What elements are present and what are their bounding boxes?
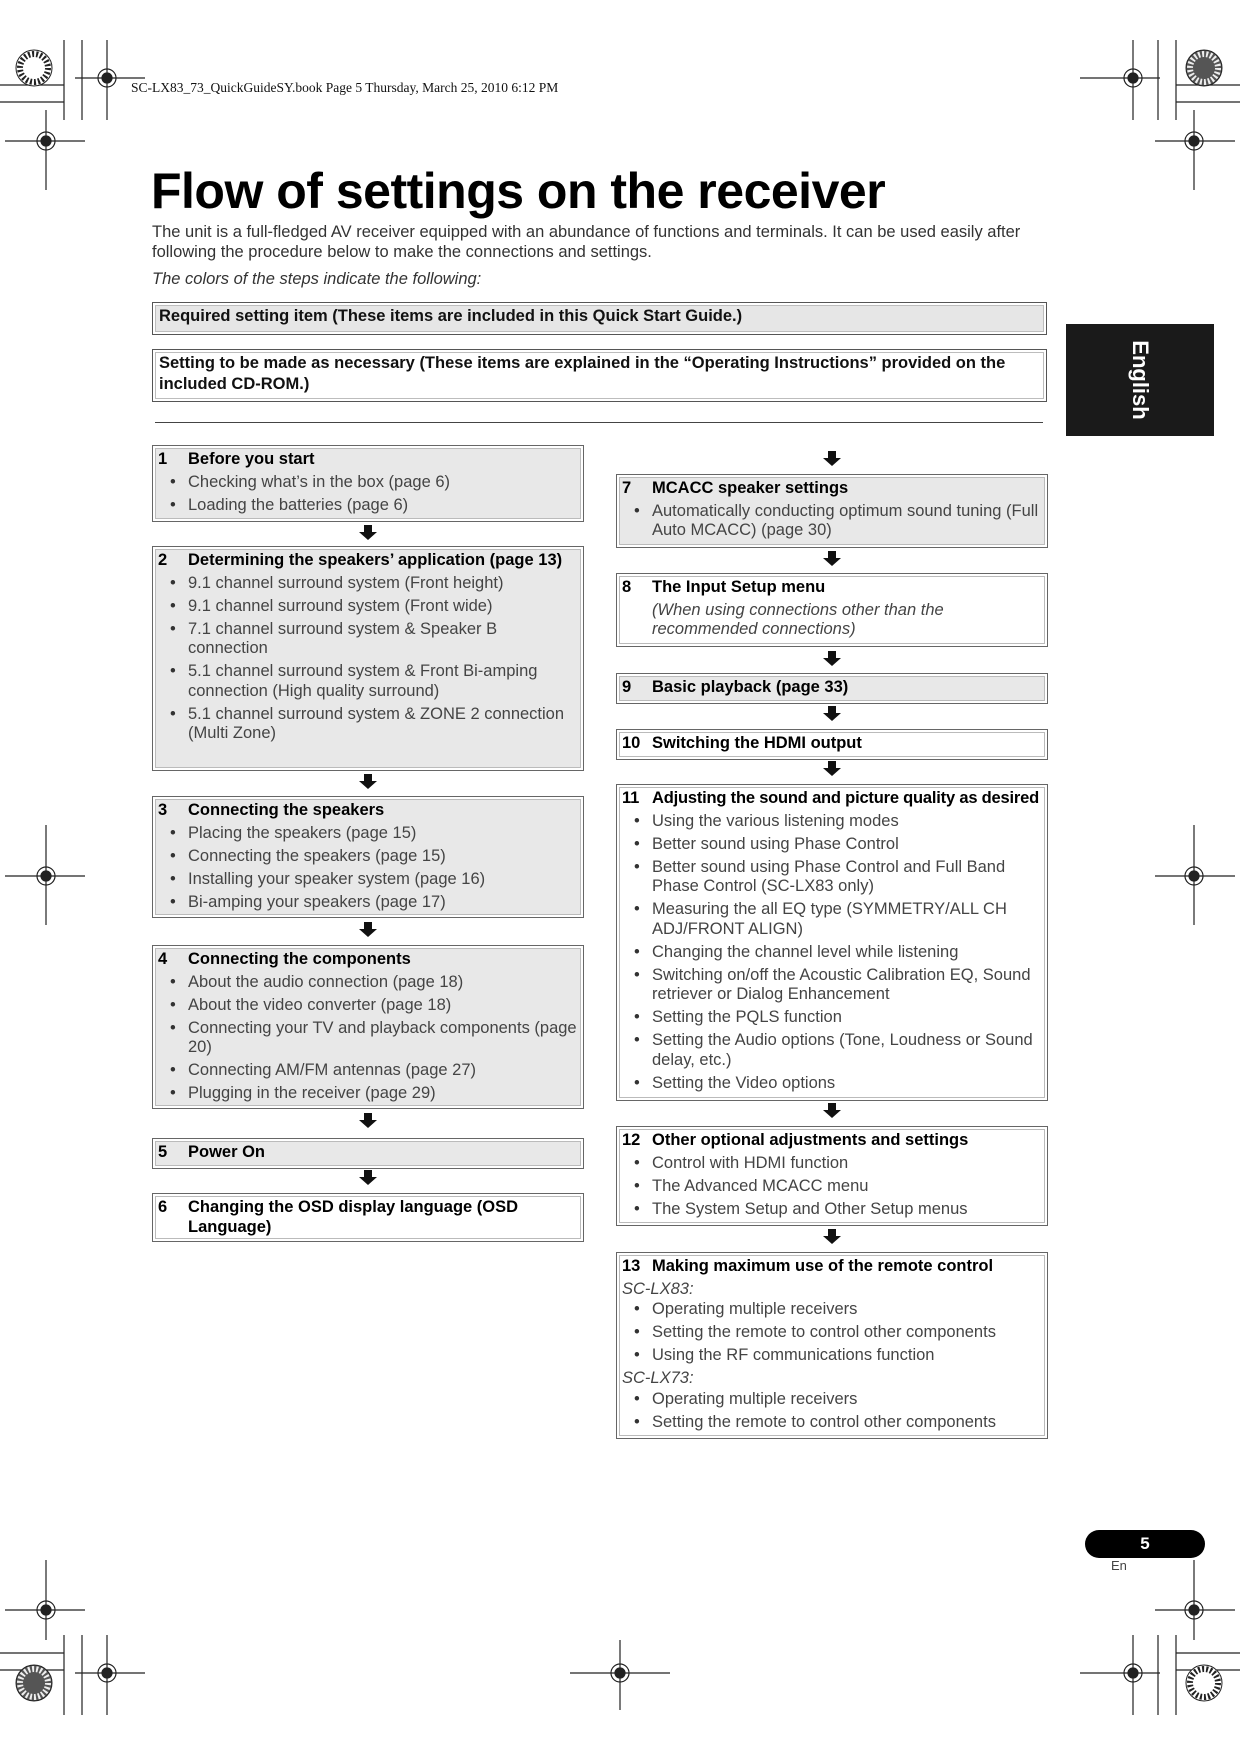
down-arrow-icon <box>823 1229 841 1245</box>
list-item: • 9.1 channel surround system (Front height) <box>170 574 577 594</box>
step-number: 13 <box>622 1257 641 1275</box>
list-item: • Setting the PQLS function <box>634 1008 1041 1028</box>
language-tab <box>1066 324 1214 436</box>
list-item: • Switching on/off the Acoustic Calibration EQ, Sound retriever or Dialog Enhancement <box>634 966 1041 1005</box>
file-info-header: SC-LX83_73_QuickGuideSY.book Page 5 Thursday, March 25, 2010 6:12 PM <box>131 80 559 95</box>
list-item: • Setting the remote to control other components <box>634 1323 1041 1343</box>
list-item: • 7.1 channel surround system & Speaker B connection <box>170 620 577 659</box>
step-8 <box>616 573 1048 647</box>
page-number: 5 <box>1085 1530 1205 1558</box>
step-title: Adjusting the sound and picture quality as desired <box>652 789 1039 807</box>
list-item: • Placing the speakers (page 15) <box>170 824 577 844</box>
down-arrow-icon <box>823 651 841 667</box>
step-title: Connecting the speakers <box>188 801 385 819</box>
down-arrow-icon <box>823 1103 841 1119</box>
language-tab-label: English <box>1128 340 1153 420</box>
step-9 <box>616 673 1048 704</box>
step-title: Other optional adjustments and settings <box>652 1131 969 1149</box>
model-label: SC-LX73: <box>622 1369 694 1387</box>
legend-note: The colors of the steps indicate the following: <box>152 270 482 288</box>
step-6 <box>152 1193 584 1242</box>
step-number: 4 <box>158 950 168 968</box>
down-arrow-icon <box>359 922 377 938</box>
model-label: SC-LX83: <box>622 1279 694 1298</box>
list-item: • About the audio connection (page 18) <box>170 973 577 993</box>
list-item: • Setting the Video options <box>634 1074 1041 1094</box>
step-title: MCACC speaker settings <box>652 479 849 497</box>
down-arrow-icon <box>359 774 377 790</box>
step-5 <box>152 1138 584 1169</box>
intro-paragraph: The unit is a full-fledged AV receiver equipped with an abundance of functions and terminals. It can be used easily after following the procedure below to make the connections and settings. <box>152 223 1021 261</box>
down-arrow-icon <box>823 761 841 777</box>
list-item: • Connecting the speakers (page 15) <box>170 847 577 867</box>
legend-optional: Setting to be made as necessary (These items are explained in the “Operating Instructions” provided on the included CD-ROM.) <box>152 349 1047 402</box>
down-arrow-icon <box>823 451 841 467</box>
step-title: Basic playback (page 33) <box>652 678 849 696</box>
list-item: • Better sound using Phase Control and Full Band Phase Control (SC-LX83 only) <box>634 858 1041 897</box>
step-number: 3 <box>158 801 168 819</box>
list-item: • Setting the remote to control other components <box>634 1413 1041 1433</box>
step-number: 1 <box>158 450 168 468</box>
list-item: • The Advanced MCACC menu <box>634 1177 1041 1197</box>
step-number: 8 <box>622 578 632 596</box>
step-number: 12 <box>622 1131 641 1149</box>
list-item: • 5.1 channel surround system & Front Bi-amping connection (High quality surround) <box>170 662 577 701</box>
list-item: • Checking what’s in the box (page 6) <box>170 473 577 493</box>
list-item: • Automatically conducting optimum sound tuning (Full Auto MCACC) (page 30) <box>634 502 1041 541</box>
step-note: (When using connections other than the recommended connections) <box>652 600 944 638</box>
list-item: • Bi-amping your speakers (page 17) <box>170 893 577 913</box>
list-item: • Measuring the all EQ type (SYMMETRY/ALL CH ADJ/FRONT ALIGN) <box>634 900 1041 939</box>
step-number: 5 <box>158 1143 168 1161</box>
list-item: • Setting the Audio options (Tone, Loudness or Sound delay, etc.) <box>634 1031 1041 1070</box>
list-item: • Changing the channel level while listening <box>634 943 1041 963</box>
step-3 <box>152 796 584 918</box>
list-item: • Connecting your TV and playback components (page 20) <box>170 1019 577 1058</box>
language-code: En <box>1111 1558 1127 1573</box>
step-10 <box>616 729 1048 760</box>
list-item: • Operating multiple receivers <box>634 1300 1041 1320</box>
step-12 <box>616 1126 1048 1226</box>
step-2 <box>152 546 584 771</box>
divider <box>155 422 1043 423</box>
step-title: Switching the HDMI output <box>652 734 862 752</box>
down-arrow-icon <box>359 1170 377 1186</box>
down-arrow-icon <box>359 1113 377 1129</box>
step-title: Determining the speakers’ application (page 13) <box>188 551 563 569</box>
step-number: 11 <box>622 789 640 807</box>
step-number: 2 <box>158 551 168 569</box>
list-item: • Control with HDMI function <box>634 1154 1041 1174</box>
list-item: • About the video converter (page 18) <box>170 996 577 1016</box>
list-item: • Better sound using Phase Control <box>634 835 1041 855</box>
step-number: 10 <box>622 734 641 752</box>
step-4 <box>152 945 584 1109</box>
step-7 <box>616 474 1048 548</box>
list-item: • 9.1 channel surround system (Front wide) <box>170 597 577 617</box>
legend-required: Required setting item (These items are included in this Quick Start Guide.) <box>152 302 1047 335</box>
down-arrow-icon <box>823 706 841 722</box>
list-item: • Connecting AM/FM antennas (page 27) <box>170 1061 577 1081</box>
list-item: • 5.1 channel surround system & ZONE 2 connection (Multi Zone) <box>170 705 577 744</box>
step-title: Power On <box>188 1143 266 1161</box>
step-title: Making maximum use of the remote control <box>652 1257 994 1275</box>
step-13 <box>616 1252 1048 1439</box>
step-1 <box>152 445 584 522</box>
down-arrow-icon <box>823 551 841 567</box>
step-number: 9 <box>622 678 632 696</box>
down-arrow-icon <box>359 525 377 541</box>
page-title: Flow of settings on the receiver <box>151 163 886 219</box>
list-item: • The System Setup and Other Setup menus <box>634 1200 1041 1220</box>
step-11 <box>616 784 1048 1101</box>
list-item: • Installing your speaker system (page 16) <box>170 870 577 890</box>
step-title: Changing the OSD display language (OSD Language) <box>188 1198 519 1236</box>
list-item: • Operating multiple receivers <box>634 1390 1041 1410</box>
list-item: • Plugging in the receiver (page 29) <box>170 1084 577 1104</box>
list-item: • Using the RF communications function <box>634 1346 1041 1366</box>
step-number: 7 <box>622 479 632 497</box>
step-title: Before you start <box>188 450 315 468</box>
step-number: 6 <box>158 1198 168 1216</box>
list-item: • Loading the batteries (page 6) <box>170 496 577 516</box>
step-title: The Input Setup menu <box>652 578 826 596</box>
list-item: • Using the various listening modes <box>634 812 1041 832</box>
step-title: Connecting the components <box>188 950 411 968</box>
